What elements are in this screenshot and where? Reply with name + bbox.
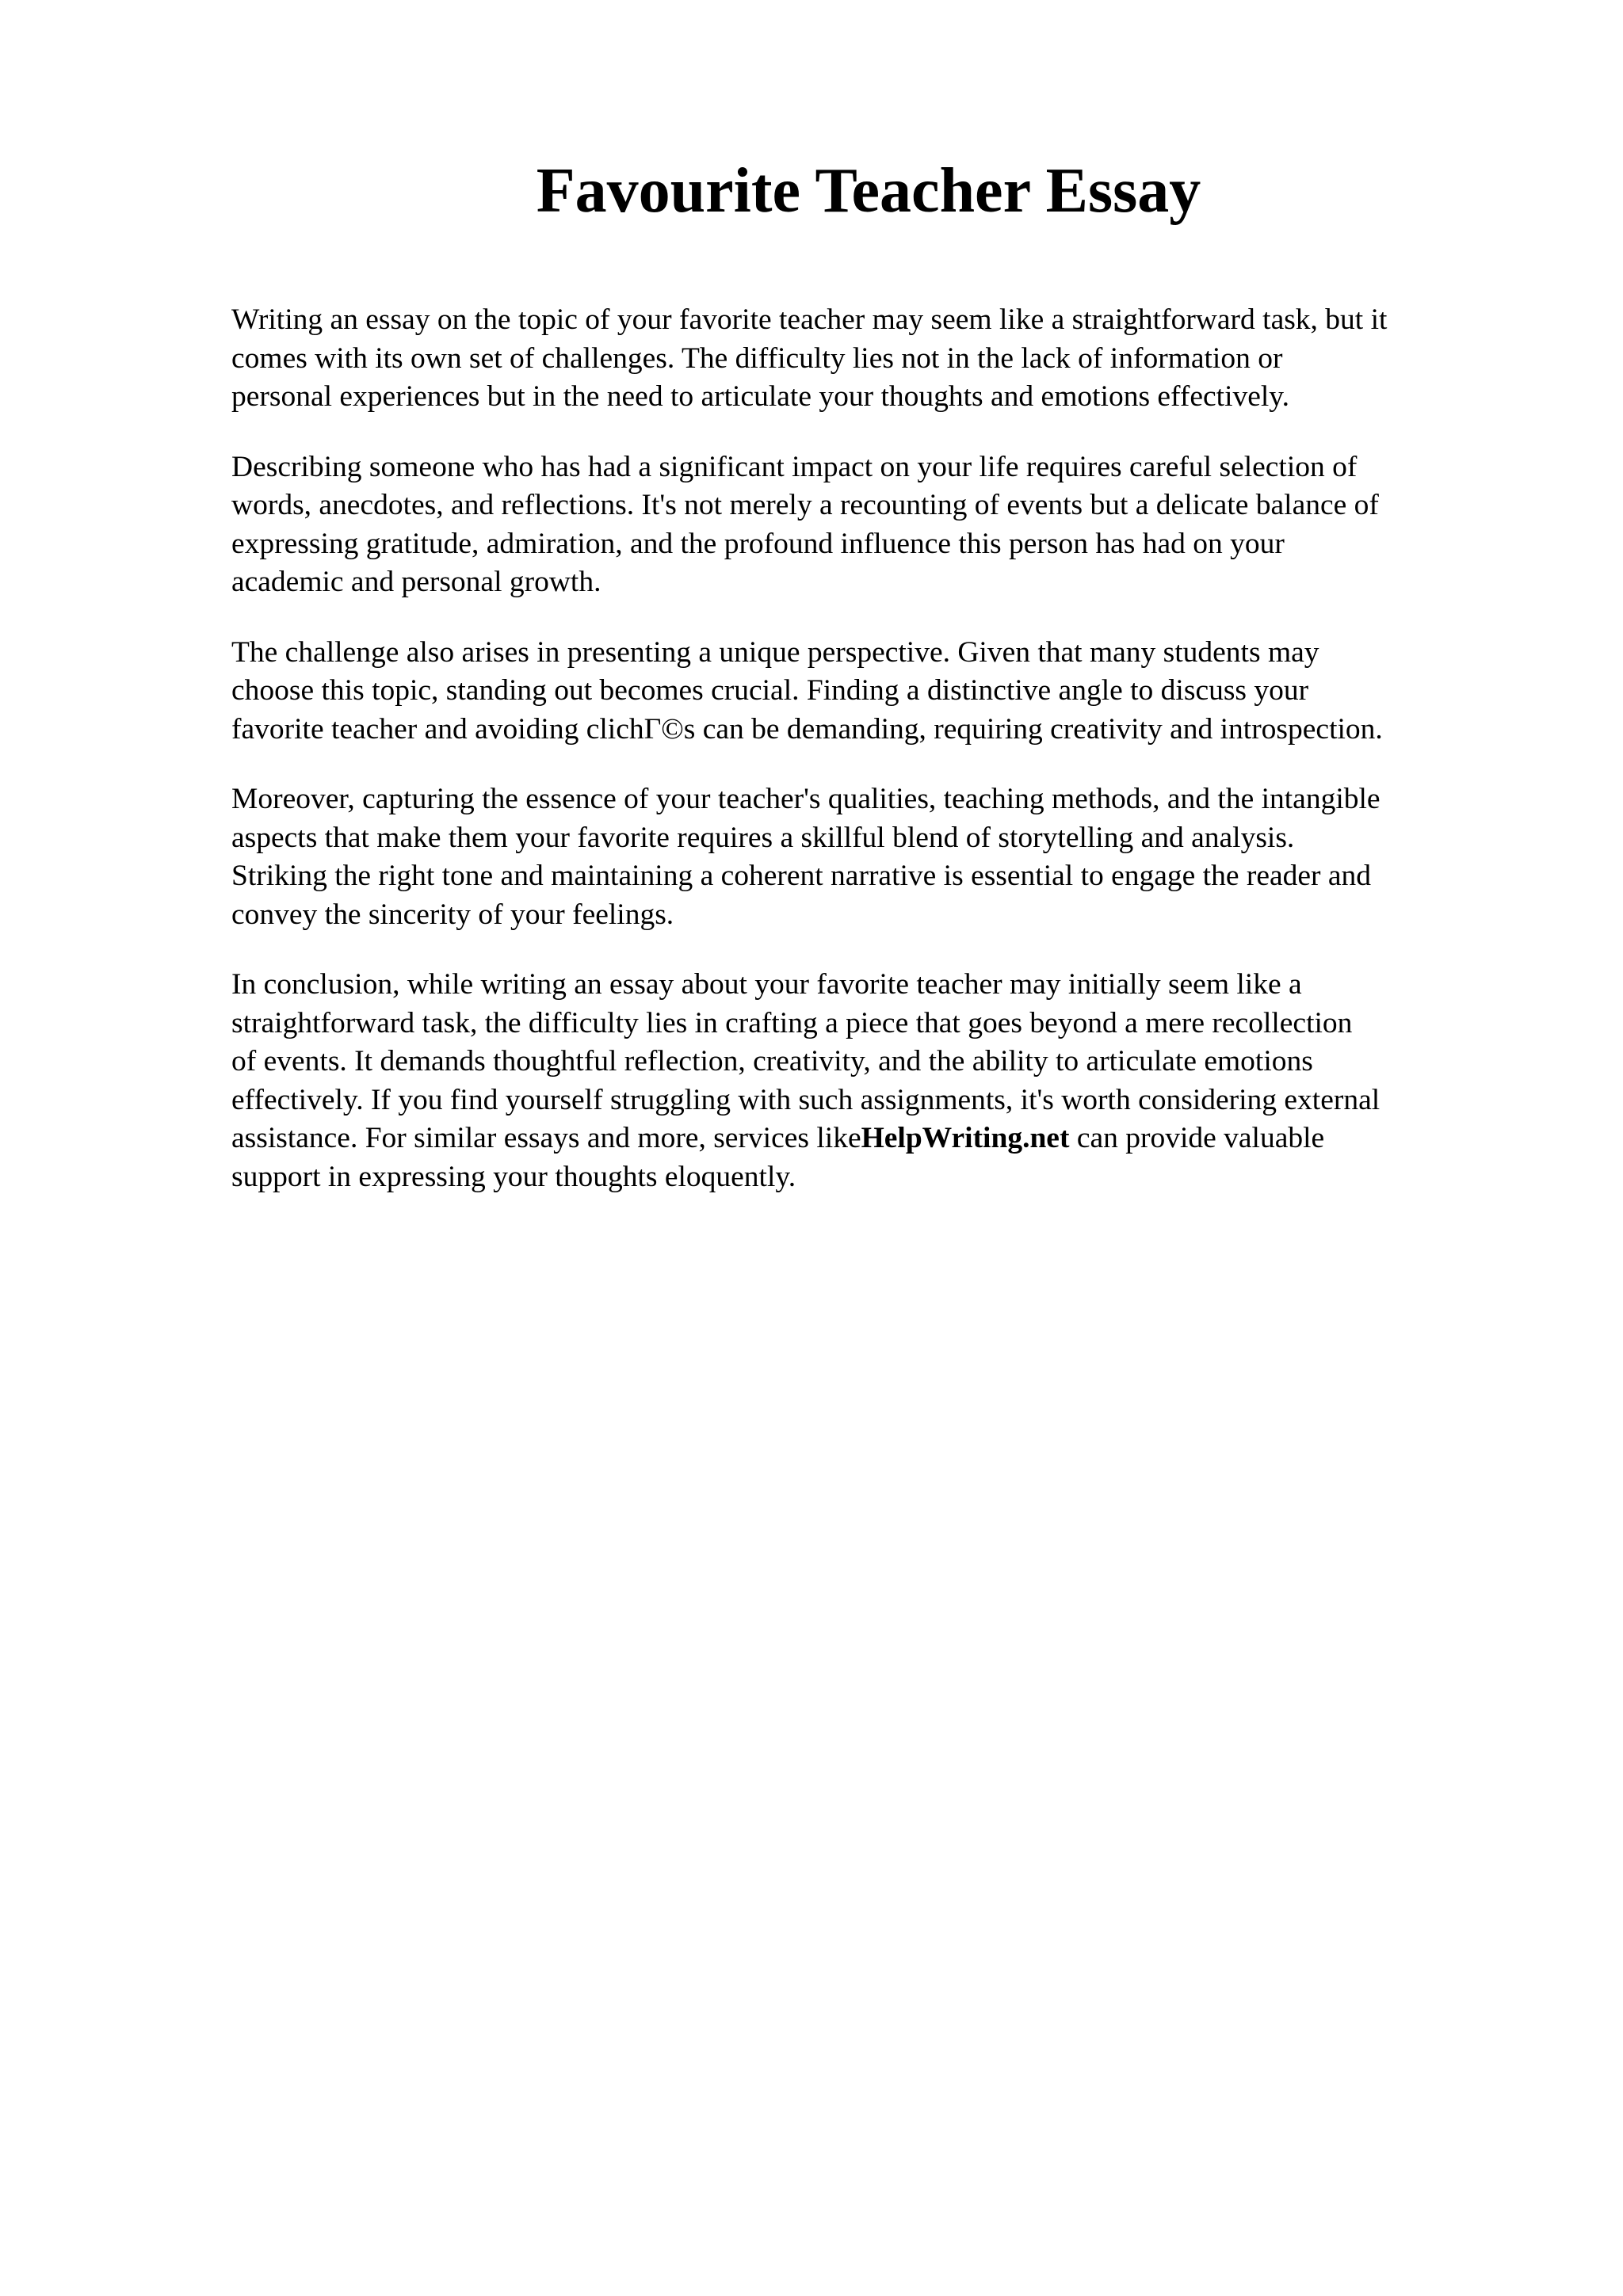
text-line: convey the sincerity of your feelings. bbox=[231, 898, 674, 931]
text-line: choose this topic, standing out becomes crucial. Finding a distinctive angle to discuss your bbox=[231, 674, 1309, 707]
text-line: favorite teacher and avoiding clichΓ©s can be demanding, requiring creativity and introspection. bbox=[231, 712, 1383, 746]
text-line: personal experiences but in the need to articulate your thoughts and emotions effectively. bbox=[231, 380, 1289, 413]
text-line: of events. It demands thoughtful reflection, creativity, and the ability to articulate emotions bbox=[231, 1045, 1313, 1077]
essay-body bbox=[231, 301, 1531, 1228]
paragraph-4 bbox=[231, 780, 1531, 934]
text-line: Striking the right tone and maintaining a coherent narrative is essential to engage the reader and bbox=[231, 860, 1372, 892]
text-line: The challenge also arises in presenting a unique perspective. Given that many students may bbox=[231, 635, 1319, 669]
text-line: academic and personal growth. bbox=[231, 566, 601, 598]
text-line: comes with its own set of challenges. The difficulty lies not in the lack of information or bbox=[231, 341, 1283, 375]
text-line: words, anecdotes, and reflections. It's not merely a recounting of events but a delicate balance of bbox=[231, 489, 1379, 521]
paragraph-3 bbox=[231, 634, 1531, 749]
paragraph-2 bbox=[231, 448, 1531, 602]
text-line: straightforward task, the difficulty lies in crafting a piece that goes beyond a mere recollection bbox=[231, 1006, 1353, 1039]
text-line: support in expressing your thoughts eloquently. bbox=[231, 1160, 796, 1193]
text-line: aspects that make them your favorite requires a skillful blend of storytelling and analysis. bbox=[231, 821, 1295, 854]
text-line: Moreover, capturing the essence of your teacher's qualities, teaching methods, and the intangible bbox=[231, 783, 1381, 815]
text-line: In conclusion, while writing an essay about your favorite teacher may initially seem like a bbox=[231, 968, 1302, 1001]
helpwriting-link[interactable]: HelpWriting.net bbox=[861, 1122, 1070, 1154]
text-line: expressing gratitude, admiration, and the profound influence this person has had on your bbox=[231, 527, 1285, 560]
text-line: Describing someone who has had a significant impact on your life requires careful selection of bbox=[231, 450, 1358, 483]
paragraph-1 bbox=[231, 301, 1531, 417]
text-line: Writing an essay on the topic of your favorite teacher may seem like a straightforward task, but it bbox=[231, 303, 1388, 336]
paragraph-5 bbox=[231, 966, 1531, 1196]
link-line-after: can provide valuable bbox=[1069, 1122, 1325, 1154]
link-line-before: assistance. For similar essays and more, services like bbox=[231, 1122, 861, 1154]
text-line: effectively. If you find yourself struggling with such assignments, it's worth considering external bbox=[231, 1083, 1381, 1116]
page-title: Favourite Teacher Essay bbox=[536, 156, 1201, 226]
text-line-with-link bbox=[231, 1119, 1531, 1158]
